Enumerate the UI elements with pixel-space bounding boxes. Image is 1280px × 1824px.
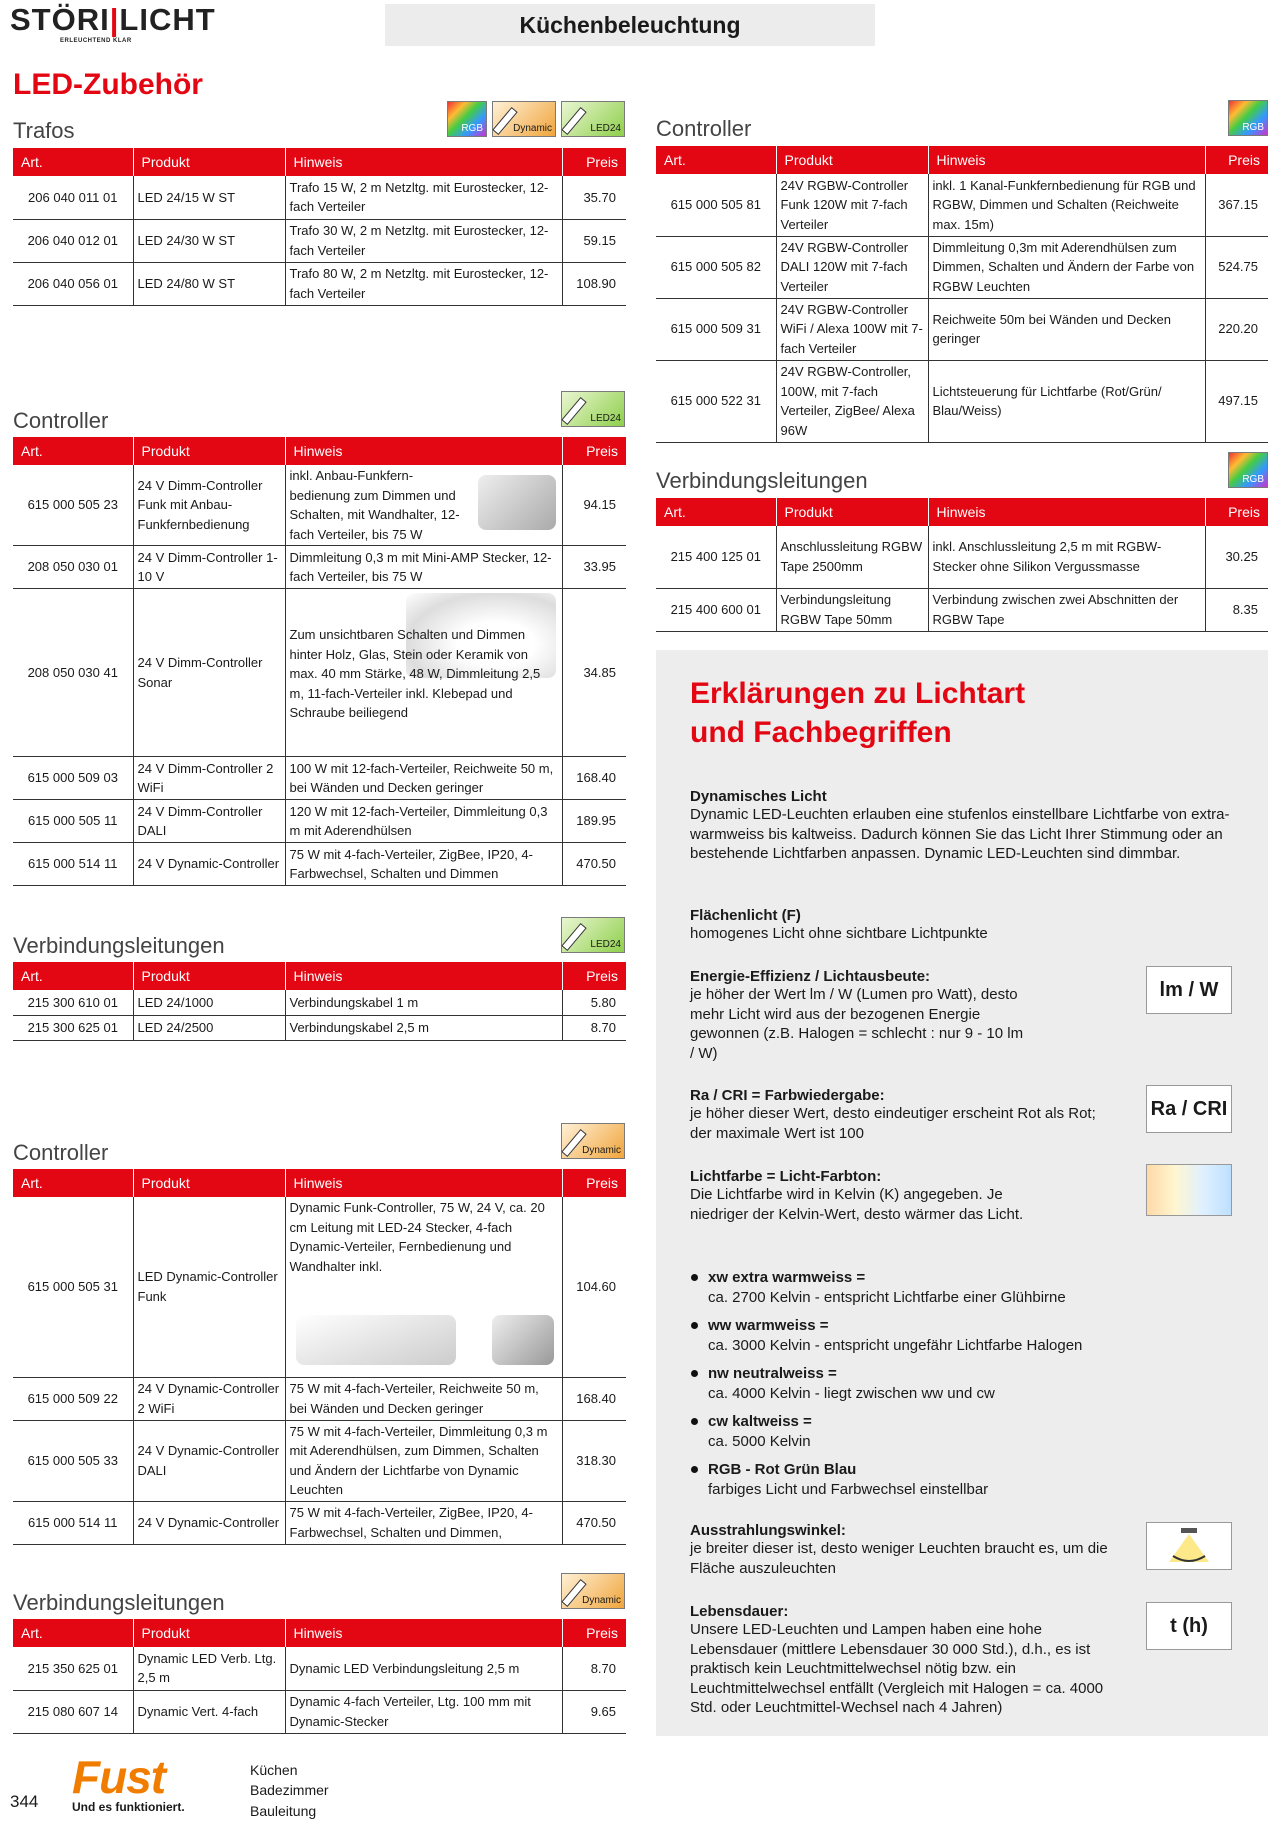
led24-badge (561, 917, 625, 953)
table-row (13, 757, 626, 800)
bullet-icon (691, 1466, 698, 1473)
dynamisch-block (690, 788, 1245, 864)
verbindung-rgb-table (656, 498, 1268, 632)
col-art: Art. (13, 962, 133, 990)
col-preis: Preis (562, 437, 626, 465)
lebensdauer-block (690, 1603, 1130, 1718)
table-row (656, 526, 1268, 588)
logo-part-b: LICHT (119, 2, 216, 37)
cell-produkt: 24V RGBW-Controller DALI 120W mit 7-fach Verteiler (776, 236, 928, 298)
explanations-title-line1: Erklärungen zu Lichtart (690, 677, 1026, 710)
cell-preis: 30.25 (1205, 526, 1268, 588)
col-produkt: Produkt (133, 962, 285, 990)
flaechen-term: Flächenlicht (F) (690, 907, 801, 924)
table-row (13, 546, 626, 589)
led24-badge-label: LED24 (590, 413, 621, 424)
cell-art: 215 300 610 01 (13, 990, 133, 1015)
bullet-desc: ca. 3000 Kelvin - entspricht ungefähr Lichtfarbe Halogen (708, 1336, 1083, 1354)
cell-produkt: 24 V Dimm-Controller 1-10 V (133, 546, 285, 589)
cell-art: 615 000 505 82 (656, 236, 776, 298)
section-title-verbindungsleitungen: Verbindungsleitungen (13, 933, 225, 958)
rgb-badge (1228, 452, 1268, 488)
cell-art: 615 000 522 31 (656, 360, 776, 442)
footer-service-bad: Badezimmer (250, 1782, 329, 1799)
cell-art: 615 000 509 03 (13, 757, 133, 800)
cell-hinweis: Dimmleitung 0,3 m mit Mini-AMP Stecker, 12-fach Verteiler, bis 75 W (285, 546, 562, 589)
cell-produkt: 24 V Dimm-Controller DALI (133, 800, 285, 843)
logo-tagline: ERLEUCHTEND KLAR (60, 38, 132, 44)
beam-angle-graphic (1159, 1526, 1219, 1566)
cell-preis: 318.30 (562, 1420, 626, 1501)
cell-hinweis: Lichtsteuerung für Lichtfarbe (Rot/Grün/ Blau/Weiss) (928, 360, 1205, 442)
col-produkt: Produkt (776, 498, 928, 526)
footer-services (250, 1760, 329, 1821)
table-row (13, 1690, 626, 1733)
table-row (13, 1647, 626, 1690)
table-row (13, 1377, 626, 1420)
cell-preis: 94.15 (562, 465, 626, 546)
cell-art: 615 000 505 11 (13, 800, 133, 843)
cell-art: 615 000 505 81 (656, 174, 776, 236)
bullet-rgb (708, 1460, 1228, 1499)
lebensdauer-term: Lebensdauer: (690, 1603, 789, 1620)
cell-preis: 497.15 (1205, 360, 1268, 442)
led24-badge (561, 391, 625, 427)
rgb-badge (1228, 100, 1268, 136)
cell-art: 615 000 514 11 (13, 843, 133, 886)
rgb-badge-label: RGB (1242, 474, 1264, 485)
section-title-verbindungsleitungen-rgb: Verbindungsleitungen (656, 468, 868, 493)
cell-art: 208 050 030 01 (13, 546, 133, 589)
cell-art: 615 000 505 31 (13, 1197, 133, 1377)
led24-badge-label: LED24 (590, 123, 621, 134)
cell-hinweis (285, 589, 562, 757)
winkel-desc: je breiter dieser ist, desto weniger Leuchten braucht es, um die Fläche auszuleuchten (690, 1540, 1108, 1577)
cell-produkt: LED Dynamic-Controller Funk (133, 1197, 285, 1377)
cell-produkt: Verbindungsleitung RGBW Tape 50mm (776, 588, 928, 631)
cell-preis: 168.40 (562, 757, 626, 800)
cell-produkt: 24V RGBW-Controller WiFi / Alexa 100W mit 7-fach Verteiler (776, 298, 928, 360)
cell-hinweis: Trafo 80 W, 2 m Netzltg. mit Eurostecker, 12-fach Verteiler (285, 262, 562, 305)
col-hinweis: Hinweis (928, 498, 1205, 526)
col-preis: Preis (562, 148, 626, 176)
cell-produkt: 24 V Dynamic-Controller (133, 1501, 285, 1544)
lumen-per-watt-label: lm / W (1159, 978, 1219, 1001)
color-temperature-icon (1146, 1164, 1232, 1216)
cell-art: 215 400 125 01 (656, 526, 776, 588)
lifetime-label: t (h) (1170, 1614, 1208, 1637)
remote-control-image (492, 1315, 554, 1365)
cell-hinweis: 100 W mit 12-fach-Verteiler, Reichweite 50 m, bei Wänden und Decken geringer (285, 757, 562, 800)
cell-hinweis: 120 W mit 12-fach-Verteiler, Dimmleitung 0,3 m mit Aderendhülsen (285, 800, 562, 843)
cell-art: 206 040 056 01 (13, 262, 133, 305)
bullet-desc: ca. 2700 Kelvin - entspricht Lichtfarbe einer Glühbirne (708, 1288, 1066, 1306)
cell-art: 615 000 509 22 (13, 1377, 133, 1420)
explanations-title (690, 674, 1025, 752)
logo-part-a: STÖRI (10, 2, 110, 37)
cell-produkt: 24 V Dimm-Controller 2 WiFi (133, 757, 285, 800)
bullet-cw (708, 1412, 1228, 1451)
section-title-verbindungsleitungen-dynamic: Verbindungsleitungen (13, 1590, 225, 1615)
col-preis: Preis (562, 962, 626, 990)
bullet-nw (708, 1364, 1228, 1403)
ra-block (690, 1087, 1110, 1143)
col-hinweis: Hinweis (285, 962, 562, 990)
cell-hinweis: Verbindungskabel 2,5 m (285, 1015, 562, 1040)
cell-preis: 34.85 (562, 589, 626, 757)
bullet-term: nw neutralweiss = (708, 1365, 837, 1382)
col-hinweis: Hinweis (928, 146, 1205, 174)
cell-produkt: 24 V Dynamic-Controller DALI (133, 1420, 285, 1501)
cell-preis: 59.15 (562, 219, 626, 262)
page-number: 344 (10, 1792, 39, 1811)
table-header-row (13, 437, 626, 465)
table-header-row (13, 1169, 626, 1197)
cell-art: 615 000 509 31 (656, 298, 776, 360)
cell-hinweis: 75 W mit 4-fach-Verteiler, Dimmleitung 0,3 m mit Aderendhülsen, zum Dimmen, Schalten und Ändern der Lichtfarbe von Dynamic Leuchten (285, 1420, 562, 1501)
bullet-icon (691, 1370, 698, 1377)
col-produkt: Produkt (776, 146, 928, 174)
col-art: Art. (13, 1619, 133, 1647)
section-title-controller-dynamic: Controller (13, 1140, 109, 1165)
col-produkt: Produkt (133, 1619, 285, 1647)
cell-hinweis-text: Zum unsichtbaren Schalten und Dimmen hinter Holz, Glas, Stein oder Keramik von max. 40 mm Stärke, 48 W, Dimmleitung 2,5 m, 11-fach-Verteiler inkl. Klebepad und Schraube beiliegend (289, 627, 541, 721)
controller-dynamic-table (13, 1169, 626, 1545)
section-title-trafos: Trafos (13, 118, 75, 143)
lichtfarbe-block (690, 1168, 1030, 1224)
dynamic-controller-image (296, 1315, 456, 1365)
lichtfarbe-desc: Die Lichtfarbe wird in Kelvin (K) angegeben. Je niedriger der Kelvin-Wert, desto wärmer das Licht. (690, 1186, 1024, 1223)
cell-preis: 5.80 (562, 990, 626, 1015)
cell-hinweis: inkl. 1 Kanal-Funkfernbedienung für RGB und RGBW, Dimmen und Schalten (Reichweite max. 15m) (928, 174, 1205, 236)
cell-preis: 33.95 (562, 546, 626, 589)
cell-preis: 9.65 (562, 1690, 626, 1733)
table-row (13, 990, 626, 1015)
cell-hinweis: 75 W mit 4-fach-Verteiler, ZigBee, IP20, 4-Farbwechsel, Schalten und Dimmen, (285, 1501, 562, 1544)
rgb-badge (447, 101, 487, 137)
cell-art: 615 000 505 23 (13, 465, 133, 546)
bullet-term: cw kaltweiss = (708, 1413, 812, 1430)
cell-preis: 524.75 (1205, 236, 1268, 298)
col-art: Art. (656, 498, 776, 526)
table-header-row (13, 148, 626, 176)
cell-preis: 168.40 (562, 1377, 626, 1420)
cell-preis: 8.35 (1205, 588, 1268, 631)
cell-hinweis: inkl. Anschlussleitung 2,5 m mit RGBW-Stecker ohne Silikon Vergussmasse (928, 526, 1205, 588)
flaechen-desc: homogenes Licht ohne sichtbare Lichtpunkte (690, 925, 988, 942)
cell-produkt: Dynamic Vert. 4-fach (133, 1690, 285, 1733)
table-row (13, 1197, 626, 1377)
table-row (13, 262, 626, 305)
effizienz-desc: je höher der Wert lm / W (Lumen pro Watt), desto mehr Licht wird aus der bezogenen Energie gewonnen (z.B. Halogen = schlecht : nur 9 - 10 lm / W) (690, 986, 1024, 1062)
table-row (13, 1501, 626, 1544)
pen-icon (561, 923, 586, 951)
bullet-icon (691, 1322, 698, 1329)
cell-hinweis: 75 W mit 4-fach-Verteiler, Reichweite 50 m, bei Wänden und Decken geringer (285, 1377, 562, 1420)
cell-preis: 8.70 (562, 1015, 626, 1040)
bullet-term: ww warmweiss = (708, 1317, 829, 1334)
rgb-badge-label: RGB (461, 123, 483, 134)
table-row (13, 1420, 626, 1501)
table-row (13, 843, 626, 886)
lebensdauer-desc: Unsere LED-Leuchten und Lampen haben eine hohe Lebensdauer (mittlere Lebensdauer 30 000 Std.), d.h., es ist praktisch kein Leuchtmittelwechsel nötig bzw. ein Leuchtmittelwechsel entfällt (Vergleich mit Halogen = ca. 4000 Std. oder Leuchtmittel-Wechsel nach 4 Jahren) (690, 1621, 1104, 1716)
table-header-row (656, 146, 1268, 174)
cell-hinweis (285, 1197, 562, 1377)
cell-preis: 189.95 (562, 800, 626, 843)
footer-service-kuechen: Küchen (250, 1762, 298, 1778)
ra-term: Ra / CRI = Farbwiedergabe: (690, 1087, 885, 1104)
controller-led24-table (13, 437, 626, 886)
cell-preis: 470.50 (562, 843, 626, 886)
cell-produkt: 24 V Dimm-Controller Sonar (133, 589, 285, 757)
dynamic-badge-label: Dynamic (582, 1145, 621, 1156)
led24-badge-label: LED24 (590, 939, 621, 950)
bullet-icon (691, 1274, 698, 1281)
cell-hinweis: Trafo 30 W, 2 m Netzltg. mit Eurostecker, 12-fach Verteiler (285, 219, 562, 262)
bullet-desc: ca. 5000 Kelvin (708, 1432, 811, 1450)
table-header-row (656, 498, 1268, 526)
cell-art: 615 000 514 11 (13, 1501, 133, 1544)
table-row (13, 176, 626, 219)
ra-cri-icon (1146, 1085, 1232, 1133)
cell-hinweis (285, 465, 562, 546)
cell-hinweis: Dynamic LED Verbindungsleitung 2,5 m (285, 1647, 562, 1690)
bullet-term: RGB - Rot Grün Blau (708, 1461, 857, 1478)
fust-logo-text: Fust (72, 1755, 166, 1799)
cell-produkt: LED 24/15 W ST (133, 176, 285, 219)
lichtfarbe-term: Lichtfarbe = Licht-Farbton: (690, 1168, 882, 1185)
cell-hinweis: Reichweite 50m bei Wänden und Decken geringer (928, 298, 1205, 360)
bullet-desc: ca. 4000 Kelvin - liegt zwischen ww und cw (708, 1384, 995, 1402)
table-header-row (13, 1619, 626, 1647)
pen-icon (561, 397, 586, 425)
cell-preis: 470.50 (562, 1501, 626, 1544)
cell-hinweis: Trafo 15 W, 2 m Netzltg. mit Eurostecker, 12-fach Verteiler (285, 176, 562, 219)
cell-produkt: Anschlussleitung RGBW Tape 2500mm (776, 526, 928, 588)
cell-produkt: 24 V Dynamic-Controller 2 WiFi (133, 1377, 285, 1420)
section-title-controller-rgb: Controller (656, 116, 752, 141)
rgb-badge-label: RGB (1242, 122, 1264, 133)
col-produkt: Produkt (133, 148, 285, 176)
cell-produkt: LED 24/30 W ST (133, 219, 285, 262)
bullet-ww (708, 1316, 1228, 1355)
cell-produkt: 24 V Dimm-Controller Funk mit Anbau-Funkfernbedienung (133, 465, 285, 546)
footer-service-bauleitung: Bauleitung (250, 1802, 317, 1819)
col-preis: Preis (562, 1169, 626, 1197)
table-row (656, 360, 1268, 442)
cell-art: 215 350 625 01 (13, 1647, 133, 1690)
col-hinweis: Hinweis (285, 437, 562, 465)
col-art: Art. (13, 437, 133, 465)
brand-logo (10, 2, 216, 38)
table-row (13, 1015, 626, 1040)
cell-produkt: LED 24/2500 (133, 1015, 285, 1040)
cell-art: 215 080 607 14 (13, 1690, 133, 1733)
pen-icon (561, 107, 586, 135)
cell-hinweis: Dimmleitung 0,3m mit Aderendhülsen zum Dimmen, Schalten und Ändern der Farbe von RGBW Leuchten (928, 236, 1205, 298)
cell-hinweis: Dynamic 4-fach Verteiler, Ltg. 100 mm mit Dynamic-Stecker (285, 1690, 562, 1733)
cell-art: 215 300 625 01 (13, 1015, 133, 1040)
explanations-panel (656, 650, 1268, 1736)
dynamic-badge-label: Dynamic (582, 1595, 621, 1606)
table-row (13, 219, 626, 262)
cell-produkt: LED 24/1000 (133, 990, 285, 1015)
cell-hinweis: Verbindung zwischen zwei Abschnitten der RGBW Tape (928, 588, 1205, 631)
section-title-controller: Controller (13, 408, 109, 433)
cell-preis: 108.90 (562, 262, 626, 305)
table-header-row (13, 962, 626, 990)
winkel-block (690, 1522, 1110, 1578)
cell-preis: 104.60 (562, 1197, 626, 1377)
dynamisch-desc: Dynamic LED-Leuchten erlauben eine stufenlos einstellbare Lichtfarbe von extra-warmweiss bis kaltweiss. Dadurch können Sie das Licht Ihrer Stimmung oder an bestehende Lichtfarben anpassen. Dynamic LED-Leuchten sind dimmbar. (690, 806, 1230, 862)
cell-preis: 35.70 (562, 176, 626, 219)
table-row (656, 174, 1268, 236)
logo-separator: | (109, 2, 120, 37)
col-hinweis: Hinweis (285, 148, 562, 176)
fust-slogan: Und es funktioniert. (72, 1800, 185, 1814)
bullet-icon (691, 1418, 698, 1425)
cell-art: 206 040 012 01 (13, 219, 133, 262)
cell-art: 208 050 030 41 (13, 589, 133, 757)
cell-produkt: Dynamic LED Verb. Ltg. 2,5 m (133, 1647, 285, 1690)
cell-produkt: 24V RGBW-Controller Funk 120W mit 7-fach Verteiler (776, 174, 928, 236)
cell-hinweis-text: inkl. Anbau-Funkfern-bedienung zum Dimmen und Schalten, mit Wandhalter, 12-fach Verteiler, bis 75 W (289, 468, 460, 542)
trafos-table (13, 148, 626, 306)
col-hinweis: Hinweis (285, 1169, 562, 1197)
bullet-xw (708, 1268, 1228, 1307)
table-row (13, 465, 626, 546)
lifetime-icon (1146, 1602, 1232, 1650)
table-row (13, 800, 626, 843)
cell-produkt: 24 V Dynamic-Controller (133, 843, 285, 886)
dynamic-badge (561, 1573, 625, 1609)
table-row (656, 236, 1268, 298)
winkel-term: Ausstrahlungswinkel: (690, 1522, 846, 1539)
col-preis: Preis (562, 1619, 626, 1647)
ra-cri-label: Ra / CRI (1150, 1097, 1228, 1120)
remote-control-image (478, 475, 556, 530)
cell-produkt: 24V RGBW-Controller, 100W, mit 7-fach Verteiler, ZigBee/ Alexa 96W (776, 360, 928, 442)
page-title: LED-Zubehör (13, 68, 203, 101)
verbindung-led24-table (13, 962, 626, 1041)
cell-preis: 367.15 (1205, 174, 1268, 236)
cell-hinweis-text: Dynamic Funk-Controller, 75 W, 24 V, ca. 20 cm Leitung mit LED-24 Stecker, 4-fach Dynamic-Verteiler, Fernbedienung und Wandhalter inkl. (289, 1200, 545, 1274)
col-preis: Preis (1205, 146, 1268, 174)
ra-desc: je höher dieser Wert, desto eindeutiger erscheint Rot als Rot; der maximale Wert ist 100 (690, 1105, 1096, 1142)
explanations-title-line2: und Fachbegriffen (690, 716, 952, 749)
table-row (13, 589, 626, 757)
table-row (656, 298, 1268, 360)
dynamic-badge (492, 101, 556, 137)
dynamic-badge (561, 1123, 625, 1159)
col-hinweis: Hinweis (285, 1619, 562, 1647)
category-banner: Küchenbeleuchtung (385, 4, 875, 46)
fust-logo (72, 1755, 238, 1799)
cell-preis: 220.20 (1205, 298, 1268, 360)
cell-art: 206 040 011 01 (13, 176, 133, 219)
col-art: Art. (13, 148, 133, 176)
col-art: Art. (656, 146, 776, 174)
bullet-term: xw extra warmweiss = (708, 1269, 866, 1286)
effizienz-block (690, 968, 1090, 1063)
beam-angle-icon (1146, 1522, 1232, 1570)
cell-preis: 8.70 (562, 1647, 626, 1690)
controller-rgb-table (656, 146, 1268, 443)
table-row (656, 588, 1268, 631)
col-produkt: Produkt (133, 437, 285, 465)
cell-hinweis: 75 W mit 4-fach-Verteiler, ZigBee, IP20, 4-Farbwechsel, Schalten und Dimmen (285, 843, 562, 886)
effizienz-term: Energie-Effizienz / Lichtausbeute: (690, 968, 931, 985)
cell-hinweis: Verbindungskabel 1 m (285, 990, 562, 1015)
bullet-desc: farbiges Licht und Farbwechsel einstellbar (708, 1480, 989, 1498)
cell-produkt: LED 24/80 W ST (133, 262, 285, 305)
cell-art: 215 400 600 01 (656, 588, 776, 631)
cell-art: 615 000 505 33 (13, 1420, 133, 1501)
lumen-per-watt-icon (1146, 966, 1232, 1014)
col-preis: Preis (1205, 498, 1268, 526)
led24-badge (561, 101, 625, 137)
col-art: Art. (13, 1169, 133, 1197)
col-produkt: Produkt (133, 1169, 285, 1197)
dynamisch-term: Dynamisches Licht (690, 788, 827, 805)
dynamic-badge-label: Dynamic (513, 123, 552, 134)
flaechen-block (690, 907, 1245, 944)
verbindung-dynamic-table (13, 1619, 626, 1734)
